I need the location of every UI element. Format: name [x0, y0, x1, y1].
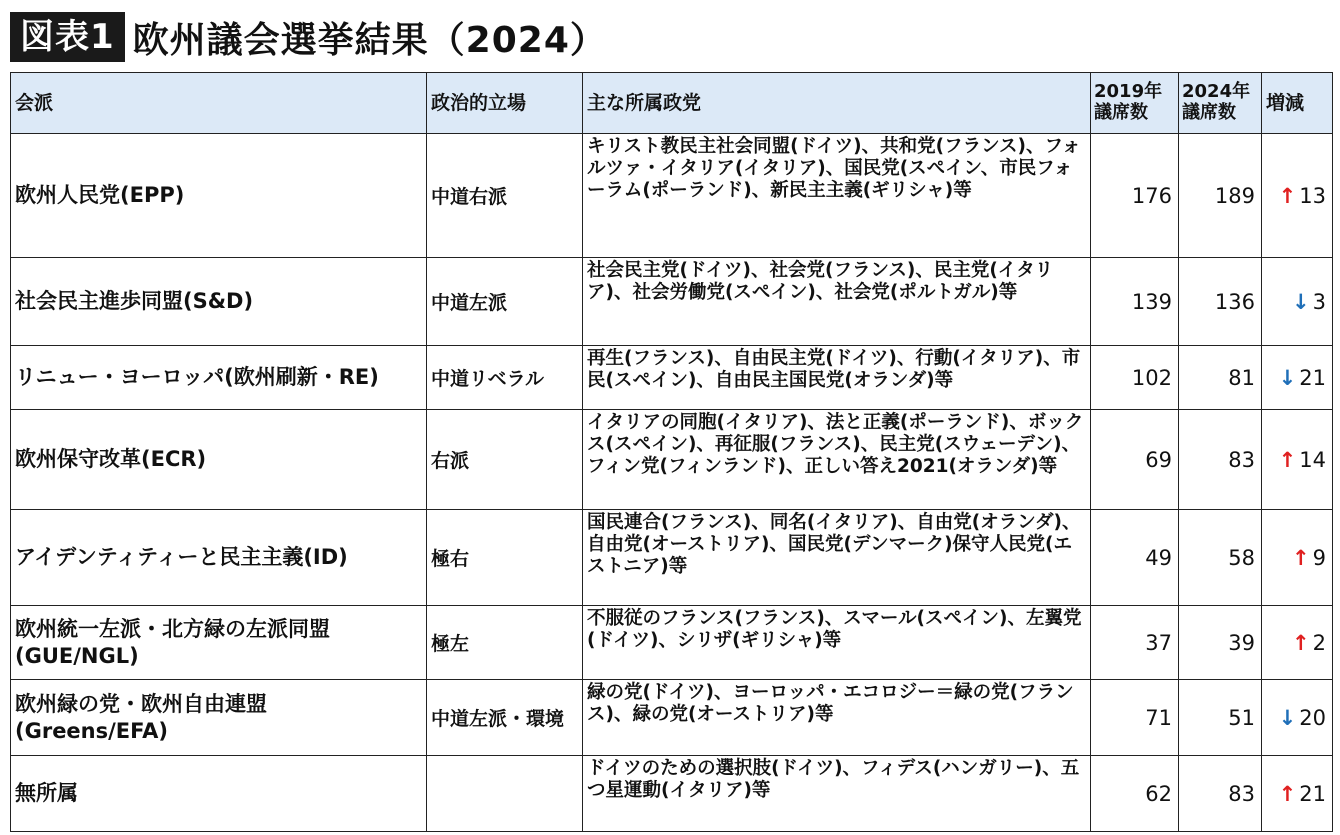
change-value: 21	[1299, 365, 1326, 390]
arrow-up-icon: ↑	[1292, 545, 1310, 570]
change-value: 14	[1299, 447, 1326, 472]
seats-2019-cell: 49	[1091, 510, 1179, 606]
group-name: 欧州保守改革(ECR)	[15, 447, 207, 472]
seats-2024-cell: 58	[1179, 510, 1262, 606]
arrow-up-icon: ↑	[1278, 447, 1297, 472]
group-name: アイデンティティーと民主主義(ID)	[15, 545, 348, 570]
header-seats-2019-line1: 2019年	[1094, 81, 1163, 103]
seats-2024-cell: 81	[1179, 346, 1262, 410]
position-cell: 極左	[427, 606, 583, 680]
group-name: 無所属	[15, 781, 78, 806]
change-cell	[1262, 756, 1333, 832]
change-cell	[1262, 510, 1333, 606]
position-cell: 中道左派・環境	[427, 680, 583, 756]
change-cell	[1262, 606, 1333, 680]
seats-2024-cell: 189	[1179, 134, 1262, 258]
position-cell: 右派	[427, 410, 583, 510]
group-cell	[11, 134, 427, 258]
figure-title-bar	[10, 10, 607, 64]
table-row	[11, 346, 1333, 410]
arrow-down-icon: ↓	[1278, 365, 1297, 390]
change-value: 2	[1312, 630, 1326, 655]
group-name: 欧州人民党(EPP)	[15, 183, 185, 208]
seats-2019-cell: 139	[1091, 258, 1179, 346]
change-value: 21	[1299, 781, 1326, 806]
arrow-down-icon: ↓	[1278, 705, 1297, 730]
header-group: 会派	[11, 73, 427, 134]
figure-title: 欧州議会選挙結果（2024）	[132, 19, 607, 61]
group-cell	[11, 410, 427, 510]
seats-2019-cell: 37	[1091, 606, 1179, 680]
group-cell	[11, 510, 427, 606]
figure-badge: 図表1	[10, 12, 125, 62]
parties-cell: 社会民主党(ドイツ)、社会党(フランス)、民主党(イタリア)、社会労働党(スペイン)、社会党(ポルトガル)等	[583, 258, 1091, 346]
header-seats-2024-line2: 議席数	[1182, 102, 1236, 123]
group-abbr: (GUE/NGL)	[15, 643, 139, 668]
header-position: 政治的立場	[427, 73, 583, 134]
group-name: 欧州統一左派・北方緑の左派同盟	[15, 617, 330, 642]
parties-cell: 緑の党(ドイツ)、ヨーロッパ・エコロジー＝緑の党(フランス)、緑の党(オーストリア)等	[583, 680, 1091, 756]
change-cell	[1262, 258, 1333, 346]
table-row	[11, 134, 1333, 258]
arrow-up-icon: ↑	[1278, 781, 1297, 806]
group-name: 社会民主進歩同盟(S&D)	[15, 289, 254, 314]
header-parties: 主な所属政党	[583, 73, 1091, 134]
group-name: リニュー・ヨーロッパ(欧州刷新・RE)	[15, 365, 379, 390]
seats-2024-cell: 39	[1179, 606, 1262, 680]
header-seats-2024	[1179, 73, 1262, 134]
position-cell: 中道右派	[427, 134, 583, 258]
table-row	[11, 606, 1333, 680]
seats-2019-cell: 69	[1091, 410, 1179, 510]
change-value: 20	[1299, 705, 1326, 730]
group-abbr: (Greens/EFA)	[15, 718, 168, 743]
parties-cell: 不服従のフランス(フランス)、スマール(スペイン)、左翼党(ドイツ)、シリザ(ギリシャ)等	[583, 606, 1091, 680]
position-cell: 中道リベラル	[427, 346, 583, 410]
parties-cell: ドイツのための選択肢(ドイツ)、フィデス(ハンガリー)、五つ星運動(イタリア)等	[583, 756, 1091, 832]
group-cell	[11, 680, 427, 756]
group-cell	[11, 756, 427, 832]
change-cell	[1262, 346, 1333, 410]
table-row	[11, 756, 1333, 832]
seats-2024-cell: 51	[1179, 680, 1262, 756]
table-row	[11, 410, 1333, 510]
position-cell	[427, 756, 583, 832]
seats-2019-cell: 71	[1091, 680, 1179, 756]
seats-2019-cell: 102	[1091, 346, 1179, 410]
header-change: 増減	[1262, 73, 1333, 134]
change-cell	[1262, 680, 1333, 756]
header-seats-2024-line1: 2024年	[1182, 81, 1251, 103]
results-table	[10, 72, 1333, 832]
seats-2024-cell: 83	[1179, 756, 1262, 832]
parties-cell: イタリアの同胞(イタリア)、法と正義(ポーランド)、ボックス(スペイン)、再征服(フランス)、民主党(スウェーデン)、フィン党(フィンランド)、正しい答え2021(オランダ)等	[583, 410, 1091, 510]
header-row	[11, 73, 1333, 134]
arrow-down-icon: ↓	[1292, 289, 1310, 314]
header-seats-2019-line2: 議席数	[1094, 102, 1148, 123]
parties-cell: キリスト教民主社会同盟(ドイツ)、共和党(フランス)、フォルツァ・イタリア(イタリア)、国民党(スペイン、市民フォーラム(ポーランド)、新民主主義(ギリシャ)等	[583, 134, 1091, 258]
arrow-up-icon: ↑	[1292, 630, 1310, 655]
seats-2024-cell: 83	[1179, 410, 1262, 510]
change-value: 13	[1299, 183, 1326, 208]
parties-cell: 再生(フランス)、自由民主党(ドイツ)、行動(イタリア)、市民(スペイン)、自由民主国民党(オランダ)等	[583, 346, 1091, 410]
change-value: 9	[1312, 545, 1326, 570]
group-cell	[11, 606, 427, 680]
table-row	[11, 510, 1333, 606]
table-row	[11, 258, 1333, 346]
seats-2019-cell: 62	[1091, 756, 1179, 832]
table-row	[11, 680, 1333, 756]
group-cell	[11, 258, 427, 346]
parties-cell: 国民連合(フランス)、同名(イタリア)、自由党(オランダ)、自由党(オーストリア)、国民党(デンマーク)保守人民党(エストニア)等	[583, 510, 1091, 606]
seats-2019-cell: 176	[1091, 134, 1179, 258]
seats-2024-cell: 136	[1179, 258, 1262, 346]
arrow-up-icon: ↑	[1278, 183, 1297, 208]
change-cell	[1262, 134, 1333, 258]
position-cell: 極右	[427, 510, 583, 606]
header-seats-2019	[1091, 73, 1179, 134]
group-name: 欧州緑の党・欧州自由連盟	[15, 692, 267, 717]
change-cell	[1262, 410, 1333, 510]
position-cell: 中道左派	[427, 258, 583, 346]
change-value: 3	[1312, 289, 1326, 314]
group-cell	[11, 346, 427, 410]
